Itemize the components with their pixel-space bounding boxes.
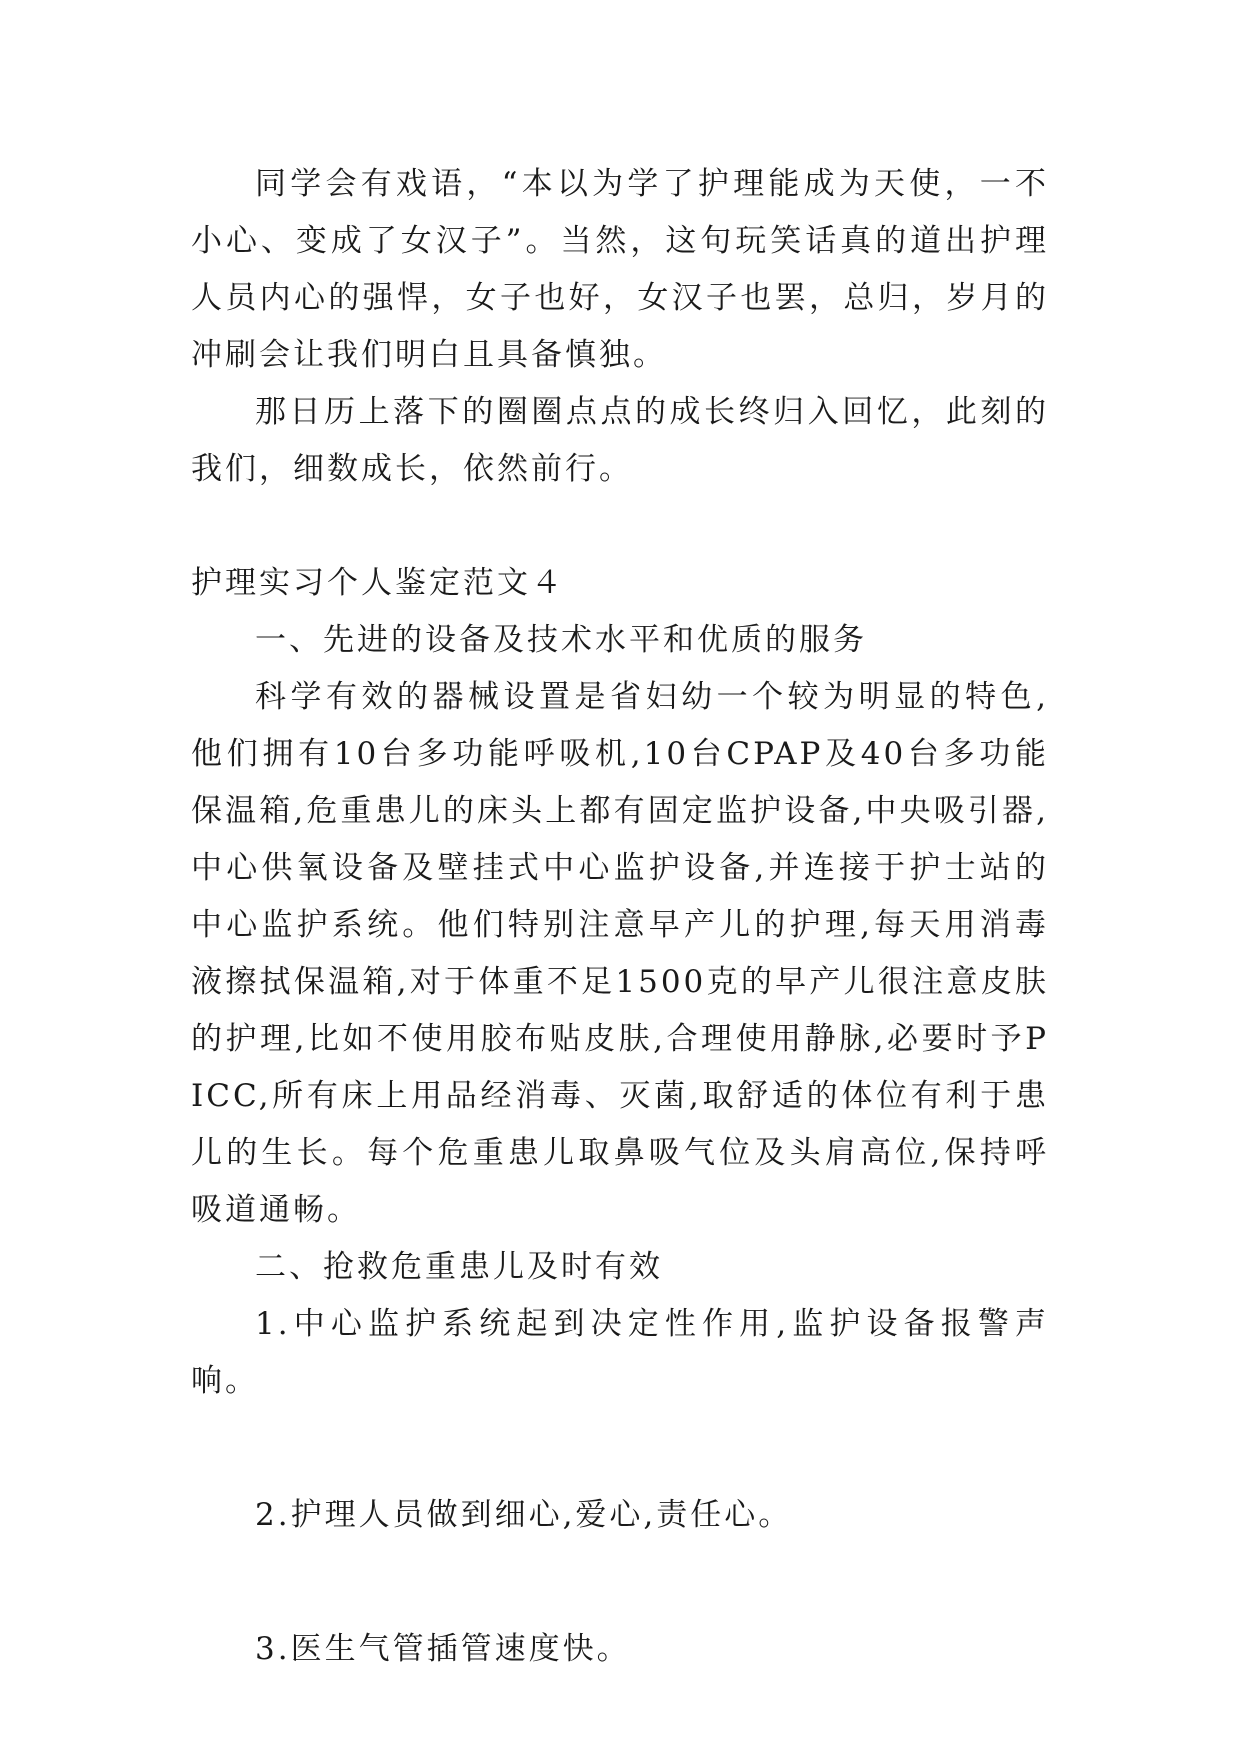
list-item: 2.护理人员做到细心,爱心,责任心。 xyxy=(255,1497,793,1533)
paragraph: 同学会有戏语，“本以为学了护理能成为天使，一不小心、变成了女汉子”。当然，这句玩笑话真的道出护理人员内心的强悍，女子也好，女汉子也罢，总归，岁月的冲刷会让我们明白且具备慎独。 xyxy=(191,166,1049,373)
section-heading: 二、抢救危重患儿及时有效 xyxy=(255,1249,663,1285)
spacer xyxy=(191,1410,1049,1487)
spacer xyxy=(191,1544,1049,1621)
document-body xyxy=(191,156,1049,1678)
list-item: 1.中心监护系统起到决定性作用,监护设备报警声响。 xyxy=(191,1306,1049,1399)
spacer xyxy=(191,498,1049,555)
section-title: 护理实习个人鉴定范文４ xyxy=(191,565,565,601)
paragraph: 那日历上落下的圈圈点点的成长终归入回忆，此刻的我们，细数成长，依然前行。 xyxy=(191,394,1049,487)
section-body: 科学有效的器械设置是省妇幼一个较为明显的特色,他们拥有10台多功能呼吸机,10台CPAP及40台多功能保温箱,危重患儿的床头上都有固定监护设备,中央吸引器,中心供氧设备及壁挂式中心监护设备,并连接于护士站的中心监护系统。他们特别注意早产儿的护理,每天用消毒液擦拭保温箱,对于体重不足1500克的早产儿很注意皮肤的护理,比如不使用胶布贴皮肤,合理使用静脉,必要时予PICC,所有床上用品经消毒、灭菌,取舒适的体位有利于患儿的生长。每个危重患儿取鼻吸气位及头肩高位,保持呼吸道通畅。 xyxy=(191,679,1049,1228)
list-item: 3.医生气管插管速度快。 xyxy=(255,1631,631,1667)
section-heading: 一、先进的设备及技术水平和优质的服务 xyxy=(255,622,867,658)
